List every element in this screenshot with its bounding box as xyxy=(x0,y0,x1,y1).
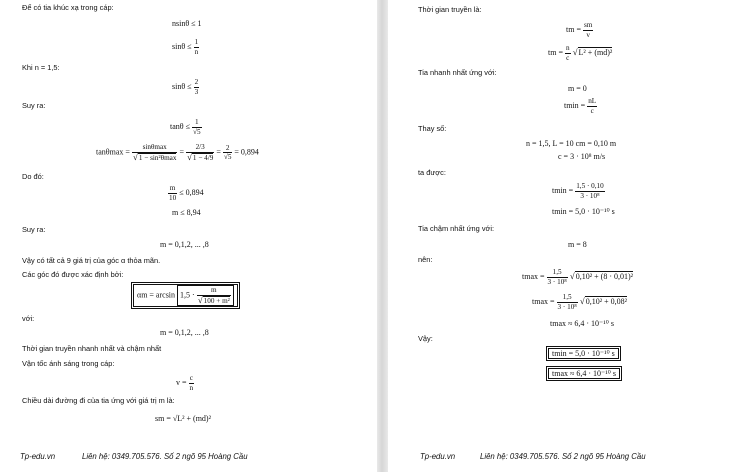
text-line: Tia chậm nhất ứng với: xyxy=(418,224,495,233)
equation: tmin = $\frac{1,5 \cdot 0,10}{\text{3 · 10⁸}}$ xyxy=(552,182,604,200)
equation: m = 8 xyxy=(568,240,587,249)
text-line: Các góc đó được xác định bởi: xyxy=(22,270,124,279)
text-line: Do đó: xyxy=(22,172,44,181)
equation: tmax = $\frac{1,5}{\text{3 · 10⁸}}$ √0,10² + (8 · 0,01)² xyxy=(522,268,634,286)
section-heading: Thời gian truyền nhanh nhất và chậm nhất xyxy=(22,344,162,353)
footer-site: Tp-edu.vn xyxy=(20,452,56,461)
text-line: Chiều dài đường đi của tia ứng với giá trị m là: xyxy=(22,396,175,405)
text-line: Vận tốc ánh sáng trong cáp: xyxy=(22,359,115,368)
boxed-result-max: tmax ≈ 6,4 · 10⁻¹⁰ s xyxy=(548,368,620,379)
equation: c = 3 · 10⁸ m/s xyxy=(558,152,606,161)
equation: tm = $\frac{sm}{v}$ xyxy=(566,21,593,39)
equation: tmax ≈ 6,4 · 10⁻¹⁰ s xyxy=(550,319,614,328)
equation: sm = √L² + (md)² xyxy=(155,414,211,423)
footer-contact: Liên hệ: 0349.705.576. Số 2 ngõ 95 Hoàng Cầu xyxy=(480,452,646,461)
equation: m = 0,1,2, ... ,8 xyxy=(160,240,209,249)
equation: tanθmax = $\frac{\sin\theta\max}{\text{√1 − sin²θmax}}$ = $\frac{2/3}{√1 - 4/9}$ = $\frac{2}{√5}$ = 0,894 xyxy=(96,143,259,162)
equation: $\frac{m}{10}$ ≤ 0,894 xyxy=(169,184,204,202)
page-divider xyxy=(377,0,388,472)
text-line: Thay số: xyxy=(418,124,447,133)
equation: n = 1,5, L = 10 cm = 0,10 m xyxy=(526,139,617,148)
equation: tm = $\frac{n}{c}$ √L² + (md)² xyxy=(548,44,613,62)
right-page xyxy=(388,0,750,472)
equation: m = 0,1,2, ... ,8 xyxy=(160,328,209,337)
equation: m = 0 xyxy=(568,84,587,93)
equation: tanθ ≤ $\frac{1}{√5}$ xyxy=(170,118,201,136)
text-line: nên: xyxy=(418,255,433,264)
boxed-result-min: tmin = 5,0 · 10⁻¹⁰ s xyxy=(548,348,619,359)
equation: v = $\frac{c}{n}$ xyxy=(176,374,194,392)
intro-text: Để có tia khúc xạ trong cáp: xyxy=(22,3,114,12)
text-line: Vậy: xyxy=(418,334,433,343)
footer-site: Tp-edu.vn xyxy=(420,452,456,461)
equation: nsinθ ≤ 1 xyxy=(172,19,202,28)
equation: m ≤ 8,94 xyxy=(172,208,201,217)
text-line: Suy ra: xyxy=(22,101,46,110)
text-line: Vậy có tất cả 9 giá trị của góc α thỏa mãn. xyxy=(22,256,161,265)
text-line: ta được: xyxy=(418,168,446,177)
equation: tmin = $\frac{nL}{c}$ xyxy=(564,97,597,115)
text-line: Suy ra: xyxy=(22,225,46,234)
boxed-formula: αm = arcsin 1,5 · $\frac{m}{\text{√100 + m²}}$ xyxy=(133,284,238,307)
text-line: Thời gian truyền là: xyxy=(418,5,482,14)
footer-contact: Liên hệ: 0349.705.576. Số 2 ngõ 95 Hoàng Cầu xyxy=(82,452,248,461)
equation: tmax = $\frac{1,5}{\text{3 · 10⁸}}$ √0,10² + 0,08² xyxy=(532,293,628,311)
text-line: với: xyxy=(22,314,35,323)
text-line: Khi n = 1,5: xyxy=(22,63,60,72)
equation: sinθ ≤ $\frac{2}{3}$ xyxy=(172,78,199,96)
equation: tmin = 5,0 · 10⁻¹⁰ s xyxy=(552,207,615,216)
text-line: Tia nhanh nhất ứng với: xyxy=(418,68,497,77)
equation: sinθ ≤ $\frac{1}{n}$ xyxy=(172,38,199,56)
